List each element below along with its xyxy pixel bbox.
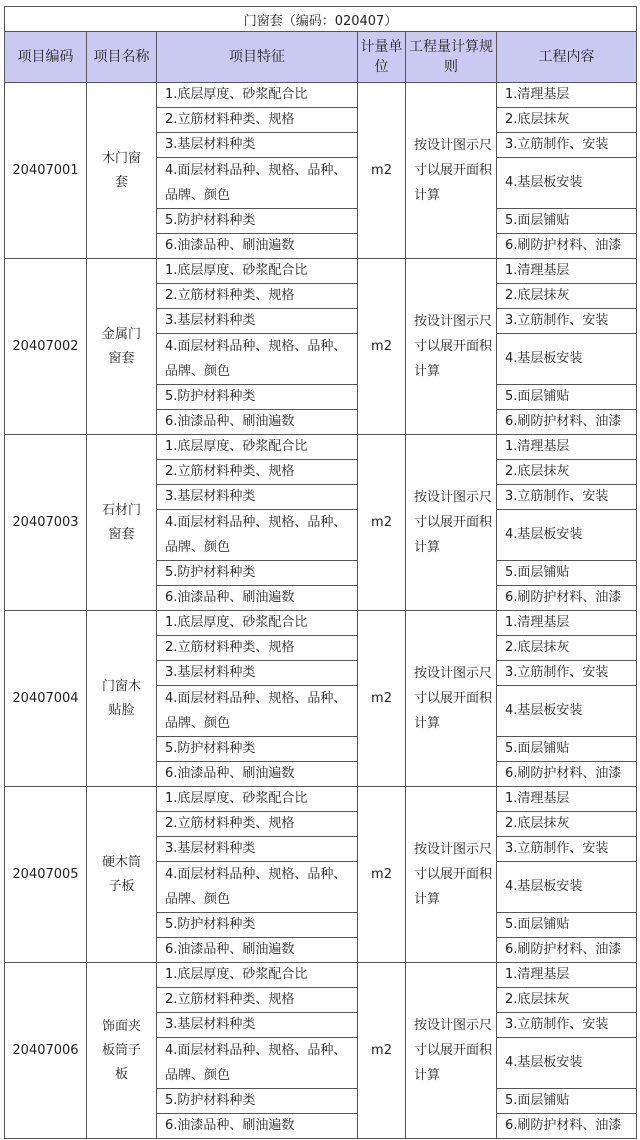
- item-name: 饰面夹板筒子板: [87, 963, 157, 1139]
- header-code: 项目编码: [5, 32, 87, 83]
- feature-cell: 6.油漆品种、刷油遍数: [157, 762, 358, 787]
- rule-cell: 按设计图示尺寸以展开面积计算: [406, 83, 497, 259]
- item-code: 20407002: [5, 259, 87, 435]
- work-cell: 5.面层铺贴: [497, 913, 637, 938]
- work-cell: 1.清理基层: [497, 611, 637, 636]
- spec-table-container: [4, 6, 636, 1139]
- work-cell: 6.刷防护材料、油漆: [497, 234, 637, 259]
- header-features: 项目特征: [157, 32, 358, 83]
- feature-cell: 4.面层材料品种、规格、品种、品牌、颜色: [157, 158, 358, 209]
- item-code: 20407005: [5, 787, 87, 963]
- work-cell: 5.面层铺贴: [497, 385, 637, 410]
- item-name: 金属门窗套: [87, 259, 157, 435]
- work-cell: 3.立筋制作、安装: [497, 1013, 637, 1038]
- feature-cell: 2.立筋材料种类、规格: [157, 812, 358, 837]
- work-cell: 3.立筋制作、安装: [497, 309, 637, 334]
- header-name: 项目名称: [87, 32, 157, 83]
- feature-cell: 4.面层材料品种、规格、品种、品牌、颜色: [157, 334, 358, 385]
- work-cell: 4.基层板安装: [497, 862, 637, 913]
- feature-cell: 1.底层厚度、砂浆配合比: [157, 83, 358, 108]
- work-cell: 2.底层抹灰: [497, 812, 637, 837]
- item-name: 石材门窗套: [87, 435, 157, 611]
- feature-cell: 4.面层材料品种、规格、品种、品牌、颜色: [157, 510, 358, 561]
- feature-cell: 1.底层厚度、砂浆配合比: [157, 435, 358, 460]
- work-cell: 2.底层抹灰: [497, 460, 637, 485]
- feature-cell: 2.立筋材料种类、规格: [157, 988, 358, 1013]
- feature-cell: 3.基层材料种类: [157, 485, 358, 510]
- work-cell: 6.刷防护材料、油漆: [497, 762, 637, 787]
- work-cell: 3.立筋制作、安装: [497, 133, 637, 158]
- header-work: 工程内容: [497, 32, 637, 83]
- feature-cell: 3.基层材料种类: [157, 837, 358, 862]
- feature-cell: 2.立筋材料种类、规格: [157, 460, 358, 485]
- table-body: [5, 83, 637, 1139]
- work-cell: 5.面层铺贴: [497, 209, 637, 234]
- table-row: [5, 259, 637, 284]
- feature-cell: 6.油漆品种、刷油遍数: [157, 410, 358, 435]
- work-cell: 5.面层铺贴: [497, 561, 637, 586]
- header-rule: 工程量计算规则: [406, 32, 497, 83]
- work-cell: 3.立筋制作、安装: [497, 661, 637, 686]
- work-cell: 4.基层板安装: [497, 510, 637, 561]
- feature-cell: 3.基层材料种类: [157, 309, 358, 334]
- feature-cell: 1.底层厚度、砂浆配合比: [157, 611, 358, 636]
- item-code: 20407003: [5, 435, 87, 611]
- table-row: [5, 611, 637, 636]
- work-cell: 4.基层板安装: [497, 158, 637, 209]
- work-cell: 4.基层板安装: [497, 686, 637, 737]
- table-row: [5, 787, 637, 812]
- rule-cell: 按设计图示尺寸以展开面积计算: [406, 435, 497, 611]
- work-cell: 6.刷防护材料、油漆: [497, 1114, 637, 1139]
- rule-cell: 按设计图示尺寸以展开面积计算: [406, 611, 497, 787]
- feature-cell: 5.防护材料种类: [157, 209, 358, 234]
- work-cell: 4.基层板安装: [497, 334, 637, 385]
- table-title: 门窗套（编码：020407）: [5, 7, 637, 32]
- work-cell: 3.立筋制作、安装: [497, 485, 637, 510]
- feature-cell: 3.基层材料种类: [157, 661, 358, 686]
- feature-cell: 5.防护材料种类: [157, 561, 358, 586]
- feature-cell: 6.油漆品种、刷油遍数: [157, 938, 358, 963]
- feature-cell: 6.油漆品种、刷油遍数: [157, 234, 358, 259]
- header-unit: 计量单位: [358, 32, 406, 83]
- feature-cell: 4.面层材料品种、规格、品种、品牌、颜色: [157, 862, 358, 913]
- item-name: 木门窗套: [87, 83, 157, 259]
- feature-cell: 3.基层材料种类: [157, 1013, 358, 1038]
- work-cell: 2.底层抹灰: [497, 988, 637, 1013]
- work-cell: 2.底层抹灰: [497, 636, 637, 661]
- feature-cell: 4.面层材料品种、规格、品种、品牌、颜色: [157, 686, 358, 737]
- feature-cell: 2.立筋材料种类、规格: [157, 636, 358, 661]
- rule-cell: 按设计图示尺寸以展开面积计算: [406, 963, 497, 1139]
- work-cell: 5.面层铺贴: [497, 737, 637, 762]
- feature-cell: 1.底层厚度、砂浆配合比: [157, 259, 358, 284]
- feature-cell: 1.底层厚度、砂浆配合比: [157, 787, 358, 812]
- spec-table: [4, 6, 637, 1139]
- feature-cell: 2.立筋材料种类、规格: [157, 284, 358, 309]
- work-cell: 3.立筋制作、安装: [497, 837, 637, 862]
- unit-cell: m2: [358, 963, 406, 1139]
- work-cell: 6.刷防护材料、油漆: [497, 410, 637, 435]
- work-cell: 1.清理基层: [497, 963, 637, 988]
- item-name: 门窗木贴脸: [87, 611, 157, 787]
- header-row: [5, 32, 637, 83]
- feature-cell: 6.油漆品种、刷油遍数: [157, 1114, 358, 1139]
- feature-cell: 5.防护材料种类: [157, 913, 358, 938]
- unit-cell: m2: [358, 435, 406, 611]
- work-cell: 4.基层板安装: [497, 1038, 637, 1089]
- table-row: [5, 963, 637, 988]
- work-cell: 1.清理基层: [497, 787, 637, 812]
- unit-cell: m2: [358, 611, 406, 787]
- rule-cell: 按设计图示尺寸以展开面积计算: [406, 259, 497, 435]
- work-cell: 1.清理基层: [497, 259, 637, 284]
- rule-cell: 按设计图示尺寸以展开面积计算: [406, 787, 497, 963]
- feature-cell: 5.防护材料种类: [157, 1089, 358, 1114]
- work-cell: 2.底层抹灰: [497, 284, 637, 309]
- table-row: [5, 435, 637, 460]
- work-cell: 1.清理基层: [497, 83, 637, 108]
- unit-cell: m2: [358, 787, 406, 963]
- table-row: [5, 83, 637, 108]
- feature-cell: 4.面层材料品种、规格、品种、品牌、颜色: [157, 1038, 358, 1089]
- feature-cell: 5.防护材料种类: [157, 737, 358, 762]
- item-code: 20407006: [5, 963, 87, 1139]
- work-cell: 6.刷防护材料、油漆: [497, 938, 637, 963]
- item-code: 20407001: [5, 83, 87, 259]
- feature-cell: 6.油漆品种、刷油遍数: [157, 586, 358, 611]
- unit-cell: m2: [358, 259, 406, 435]
- work-cell: 1.清理基层: [497, 435, 637, 460]
- work-cell: 2.底层抹灰: [497, 108, 637, 133]
- work-cell: 6.刷防护材料、油漆: [497, 586, 637, 611]
- unit-cell: m2: [358, 83, 406, 259]
- feature-cell: 1.底层厚度、砂浆配合比: [157, 963, 358, 988]
- item-name: 硬木筒子板: [87, 787, 157, 963]
- feature-cell: 2.立筋材料种类、规格: [157, 108, 358, 133]
- feature-cell: 3.基层材料种类: [157, 133, 358, 158]
- item-code: 20407004: [5, 611, 87, 787]
- feature-cell: 5.防护材料种类: [157, 385, 358, 410]
- work-cell: 5.面层铺贴: [497, 1089, 637, 1114]
